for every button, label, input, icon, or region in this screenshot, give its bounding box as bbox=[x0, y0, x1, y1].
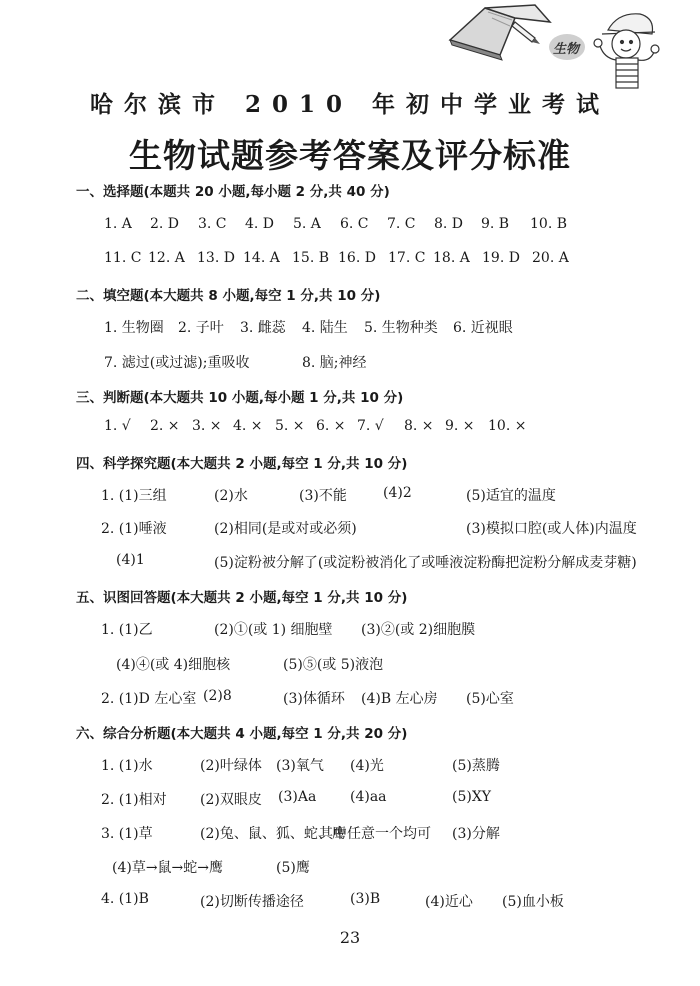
answer-item: 10. B bbox=[530, 216, 568, 232]
answer-item: (3)模拟口腔(或人体)内温度 bbox=[466, 521, 637, 537]
answer-item: (2)相同(是或对或必须) bbox=[214, 521, 357, 537]
answer-item: 3. 雌蕊 bbox=[240, 320, 286, 336]
answer-item: 1. (1)水 bbox=[101, 758, 153, 774]
answer-row bbox=[0, 619, 700, 641]
answer-row bbox=[0, 317, 700, 339]
answer-item: (4)1 bbox=[116, 552, 145, 568]
answer-item: 1. A bbox=[104, 216, 132, 232]
answer-item: 9. × bbox=[445, 418, 475, 434]
answer-item: 20. A bbox=[532, 250, 569, 266]
answer-item: (4)草→鼠→蛇→鹰 bbox=[112, 860, 224, 876]
answer-item: 7. 滤过(或过滤);重吸收 bbox=[104, 355, 250, 371]
answer-row bbox=[0, 857, 700, 879]
answer-row bbox=[0, 216, 700, 238]
answer-item: 1. 生物圈 bbox=[104, 320, 164, 336]
answer-item: (5)血小板 bbox=[502, 894, 564, 910]
answer-item: 2. (1)相对 bbox=[101, 792, 167, 808]
answer-item: 2. 子叶 bbox=[178, 320, 224, 336]
answer-item: 4. × bbox=[233, 418, 263, 434]
answer-item: 8. D bbox=[434, 216, 464, 232]
answer-row bbox=[0, 352, 700, 374]
exam-title: 哈尔滨市 2010 年初中学业考试 bbox=[89, 91, 611, 118]
answer-item: 4. 陆生 bbox=[302, 320, 348, 336]
answer-row bbox=[0, 654, 700, 676]
answer-item: (4)近心 bbox=[425, 894, 473, 910]
answer-item: (2)兔、鼠、狐、蛇、鹰 bbox=[200, 826, 346, 842]
answer-row bbox=[0, 418, 700, 440]
section-heading-fill-blank: 二、填空题(本大题共 8 小题,每空 1 分,共 10 分) bbox=[76, 288, 381, 304]
answer-item: (4)B 左心房 bbox=[361, 691, 438, 707]
answer-item: (3)B bbox=[350, 891, 381, 907]
answer-item: 7. C bbox=[387, 216, 416, 232]
answer-item: (2)水 bbox=[214, 488, 248, 504]
answer-item: (5)适宜的温度 bbox=[466, 488, 556, 504]
answer-row bbox=[0, 485, 700, 507]
answer-item: 2. (1)D 左心室 bbox=[101, 691, 197, 707]
answer-item: (3)分解 bbox=[452, 826, 500, 842]
answer-item: 6. 近视眼 bbox=[453, 320, 513, 336]
answer-row bbox=[0, 823, 700, 845]
answer-item: (3)氧气 bbox=[276, 758, 324, 774]
section-heading-diagram: 五、识图回答题(本大题共 2 小题,每空 1 分,共 10 分) bbox=[76, 590, 408, 606]
document-title: 生物试题参考答案及评分标准 bbox=[129, 136, 571, 175]
answer-item: 8. 脑;神经 bbox=[302, 355, 367, 371]
answer-item: (5)⑤(或 5)液泡 bbox=[283, 657, 384, 673]
answer-item: (5)心室 bbox=[466, 691, 514, 707]
answer-item: (2)8 bbox=[203, 688, 232, 704]
answer-item: (3)体循环 bbox=[283, 691, 345, 707]
answer-item: (3)Aa bbox=[278, 789, 317, 805]
answer-row bbox=[0, 518, 700, 540]
section-heading-true-false: 三、判断题(本大题共 10 小题,每小题 1 分,共 10 分) bbox=[76, 390, 404, 406]
answer-item: (2)叶绿体 bbox=[200, 758, 262, 774]
answer-item: 3. (1)草 bbox=[101, 826, 153, 842]
answer-row bbox=[0, 891, 700, 913]
answer-item: 13. D bbox=[197, 250, 235, 266]
answer-item: 1. (1)乙 bbox=[101, 622, 153, 638]
section-heading-inquiry: 四、科学探究题(本大题共 2 小题,每空 1 分,共 10 分) bbox=[76, 456, 408, 472]
answer-item: (4)光 bbox=[350, 758, 384, 774]
answer-item: 6. C bbox=[340, 216, 369, 232]
answer-item: 3. C bbox=[198, 216, 227, 232]
answer-item: 8. × bbox=[404, 418, 434, 434]
answer-item: (5)淀粉被分解了(或淀粉被消化了或唾液淀粉酶把淀粉分解成麦芽糖) bbox=[214, 555, 637, 571]
answer-item: 2. (1)唾液 bbox=[101, 521, 167, 537]
answer-item: (5)XY bbox=[452, 789, 492, 805]
answer-item: 10. × bbox=[488, 418, 527, 434]
answer-item: (4)aa bbox=[350, 789, 387, 805]
subject-badge: 生物 bbox=[553, 42, 580, 57]
section-heading-choice: 一、选择题(本题共 20 小题,每小题 2 分,共 40 分) bbox=[76, 184, 390, 200]
answer-item: 其中任意一个均可 bbox=[319, 826, 431, 842]
answer-item: 12. A bbox=[148, 250, 185, 266]
answer-item: 6. × bbox=[316, 418, 346, 434]
answer-item: (5)蒸腾 bbox=[452, 758, 500, 774]
answer-item: 1. √ bbox=[104, 418, 131, 434]
answer-item: 4. D bbox=[245, 216, 275, 232]
answer-item: (3)不能 bbox=[299, 488, 347, 504]
answer-item: 18. A bbox=[433, 250, 470, 266]
answer-item: 16. D bbox=[338, 250, 376, 266]
answer-item: (2)切断传播途径 bbox=[200, 894, 304, 910]
answer-item: (2)①(或 1) 细胞壁 bbox=[214, 622, 333, 638]
header-illustration bbox=[440, 0, 670, 95]
answer-item: 4. (1)B bbox=[101, 891, 149, 907]
answer-item: 5. 生物种类 bbox=[364, 320, 438, 336]
answer-item: (4)④(或 4)细胞核 bbox=[116, 657, 231, 673]
answer-row bbox=[0, 688, 700, 710]
answer-item: (3)②(或 2)细胞膜 bbox=[361, 622, 476, 638]
answer-row bbox=[0, 250, 700, 272]
answer-item: 15. B bbox=[292, 250, 330, 266]
answer-item: 7. √ bbox=[357, 418, 384, 434]
answer-row bbox=[0, 789, 700, 811]
answer-item: 17. C bbox=[388, 250, 426, 266]
answer-item: (4)2 bbox=[383, 485, 412, 501]
answer-item: 2. D bbox=[150, 216, 180, 232]
answer-row bbox=[0, 552, 700, 574]
answer-item: 11. C bbox=[104, 250, 142, 266]
answer-item: (2)双眼皮 bbox=[200, 792, 262, 808]
answer-item: 3. × bbox=[192, 418, 222, 434]
answer-item: 9. B bbox=[481, 216, 510, 232]
answer-item: 1. (1)三组 bbox=[101, 488, 167, 504]
section-heading-analysis: 六、综合分析题(本大题共 4 小题,每空 1 分,共 20 分) bbox=[76, 726, 408, 742]
answer-item: 14. A bbox=[243, 250, 280, 266]
answer-item: 2. × bbox=[150, 418, 180, 434]
answer-item: 19. D bbox=[482, 250, 520, 266]
answer-item: 5. A bbox=[293, 216, 321, 232]
answer-item: (5)鹰 bbox=[276, 860, 310, 876]
page-number: 23 bbox=[339, 928, 361, 947]
answer-item: 5. × bbox=[275, 418, 305, 434]
answer-row bbox=[0, 755, 700, 777]
